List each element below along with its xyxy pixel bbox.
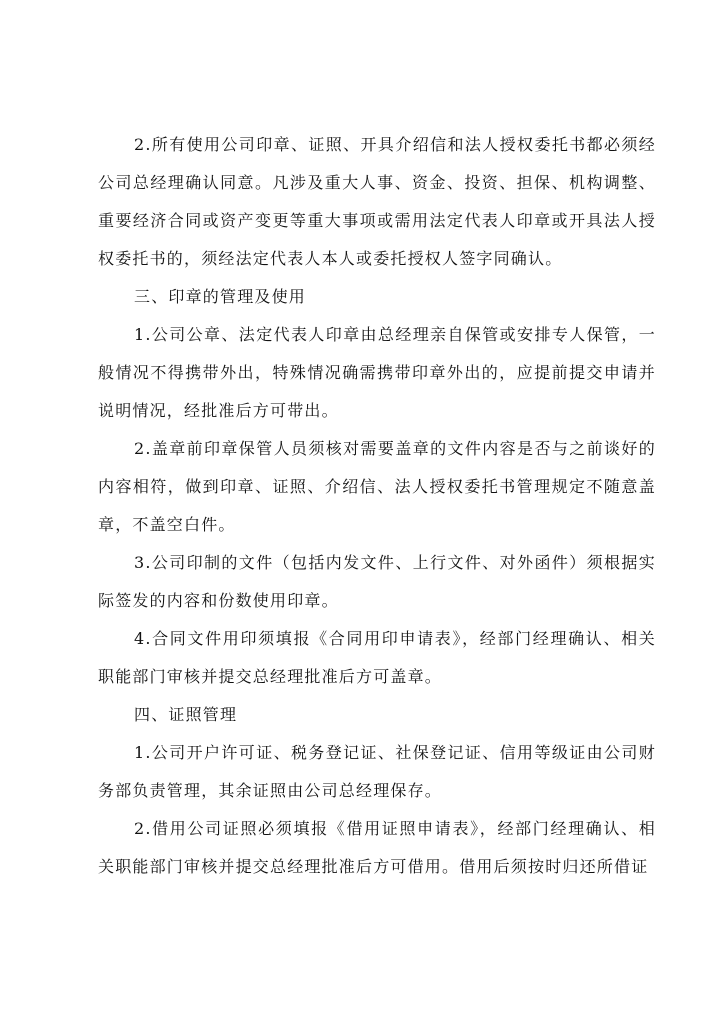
paragraph-printed-documents: 3.公司印制的文件（包括内发文件、上行文件、对外函件）须根据实际签发的内容和份数使用印章。	[98, 553, 656, 610]
section-heading-license-management: 四、证照管理	[134, 705, 238, 724]
paragraph-seal-custody: 1.公司公章、法定代表人印章由总经理亲自保管或安排专人保管，一般情况不得携带外出，特殊情况确需携带印章外出的，应提前提交申请并说明情况，经批准后方可带出。	[98, 325, 656, 420]
paragraph-license-custody: 1.公司开户许可证、税务登记证、社保登记证、信用等级证由公司财务部负责管理，其余证照由公司总经理保存。	[98, 743, 656, 800]
paragraph-contract-seal: 4.合同文件用印须填报《合同用印申请表》，经部门经理确认、相关职能部门审核并提交总经理批准后方可盖章。	[98, 629, 656, 686]
section-heading-seal-management: 三、印章的管理及使用	[134, 287, 307, 306]
paragraph-seal-verification: 2.盖章前印章保管人员须核对需要盖章的文件内容是否与之前谈好的内容相符，做到印章、证照、介绍信、法人授权委托书管理规定不随意盖章，不盖空白件。	[98, 439, 656, 534]
paragraph-approval-rules: 2.所有使用公司印章、证照、开具介绍信和法人授权委托书都必须经公司总经理确认同意。凡涉及重大人事、资金、投资、担保、机构调整、重要经济合同或资产变更等重大事项或需用法定代表人印章或开具法人授权委托书的，须经法定代表人本人或委托授权人签字同确认。	[98, 135, 656, 268]
paragraph-license-borrowing: 2.借用公司证照必须填报《借用证照申请表》，经部门经理确认、相关职能部门审核并提交总经理批准后方可借用。借用后须按时归还所借证	[98, 819, 656, 876]
